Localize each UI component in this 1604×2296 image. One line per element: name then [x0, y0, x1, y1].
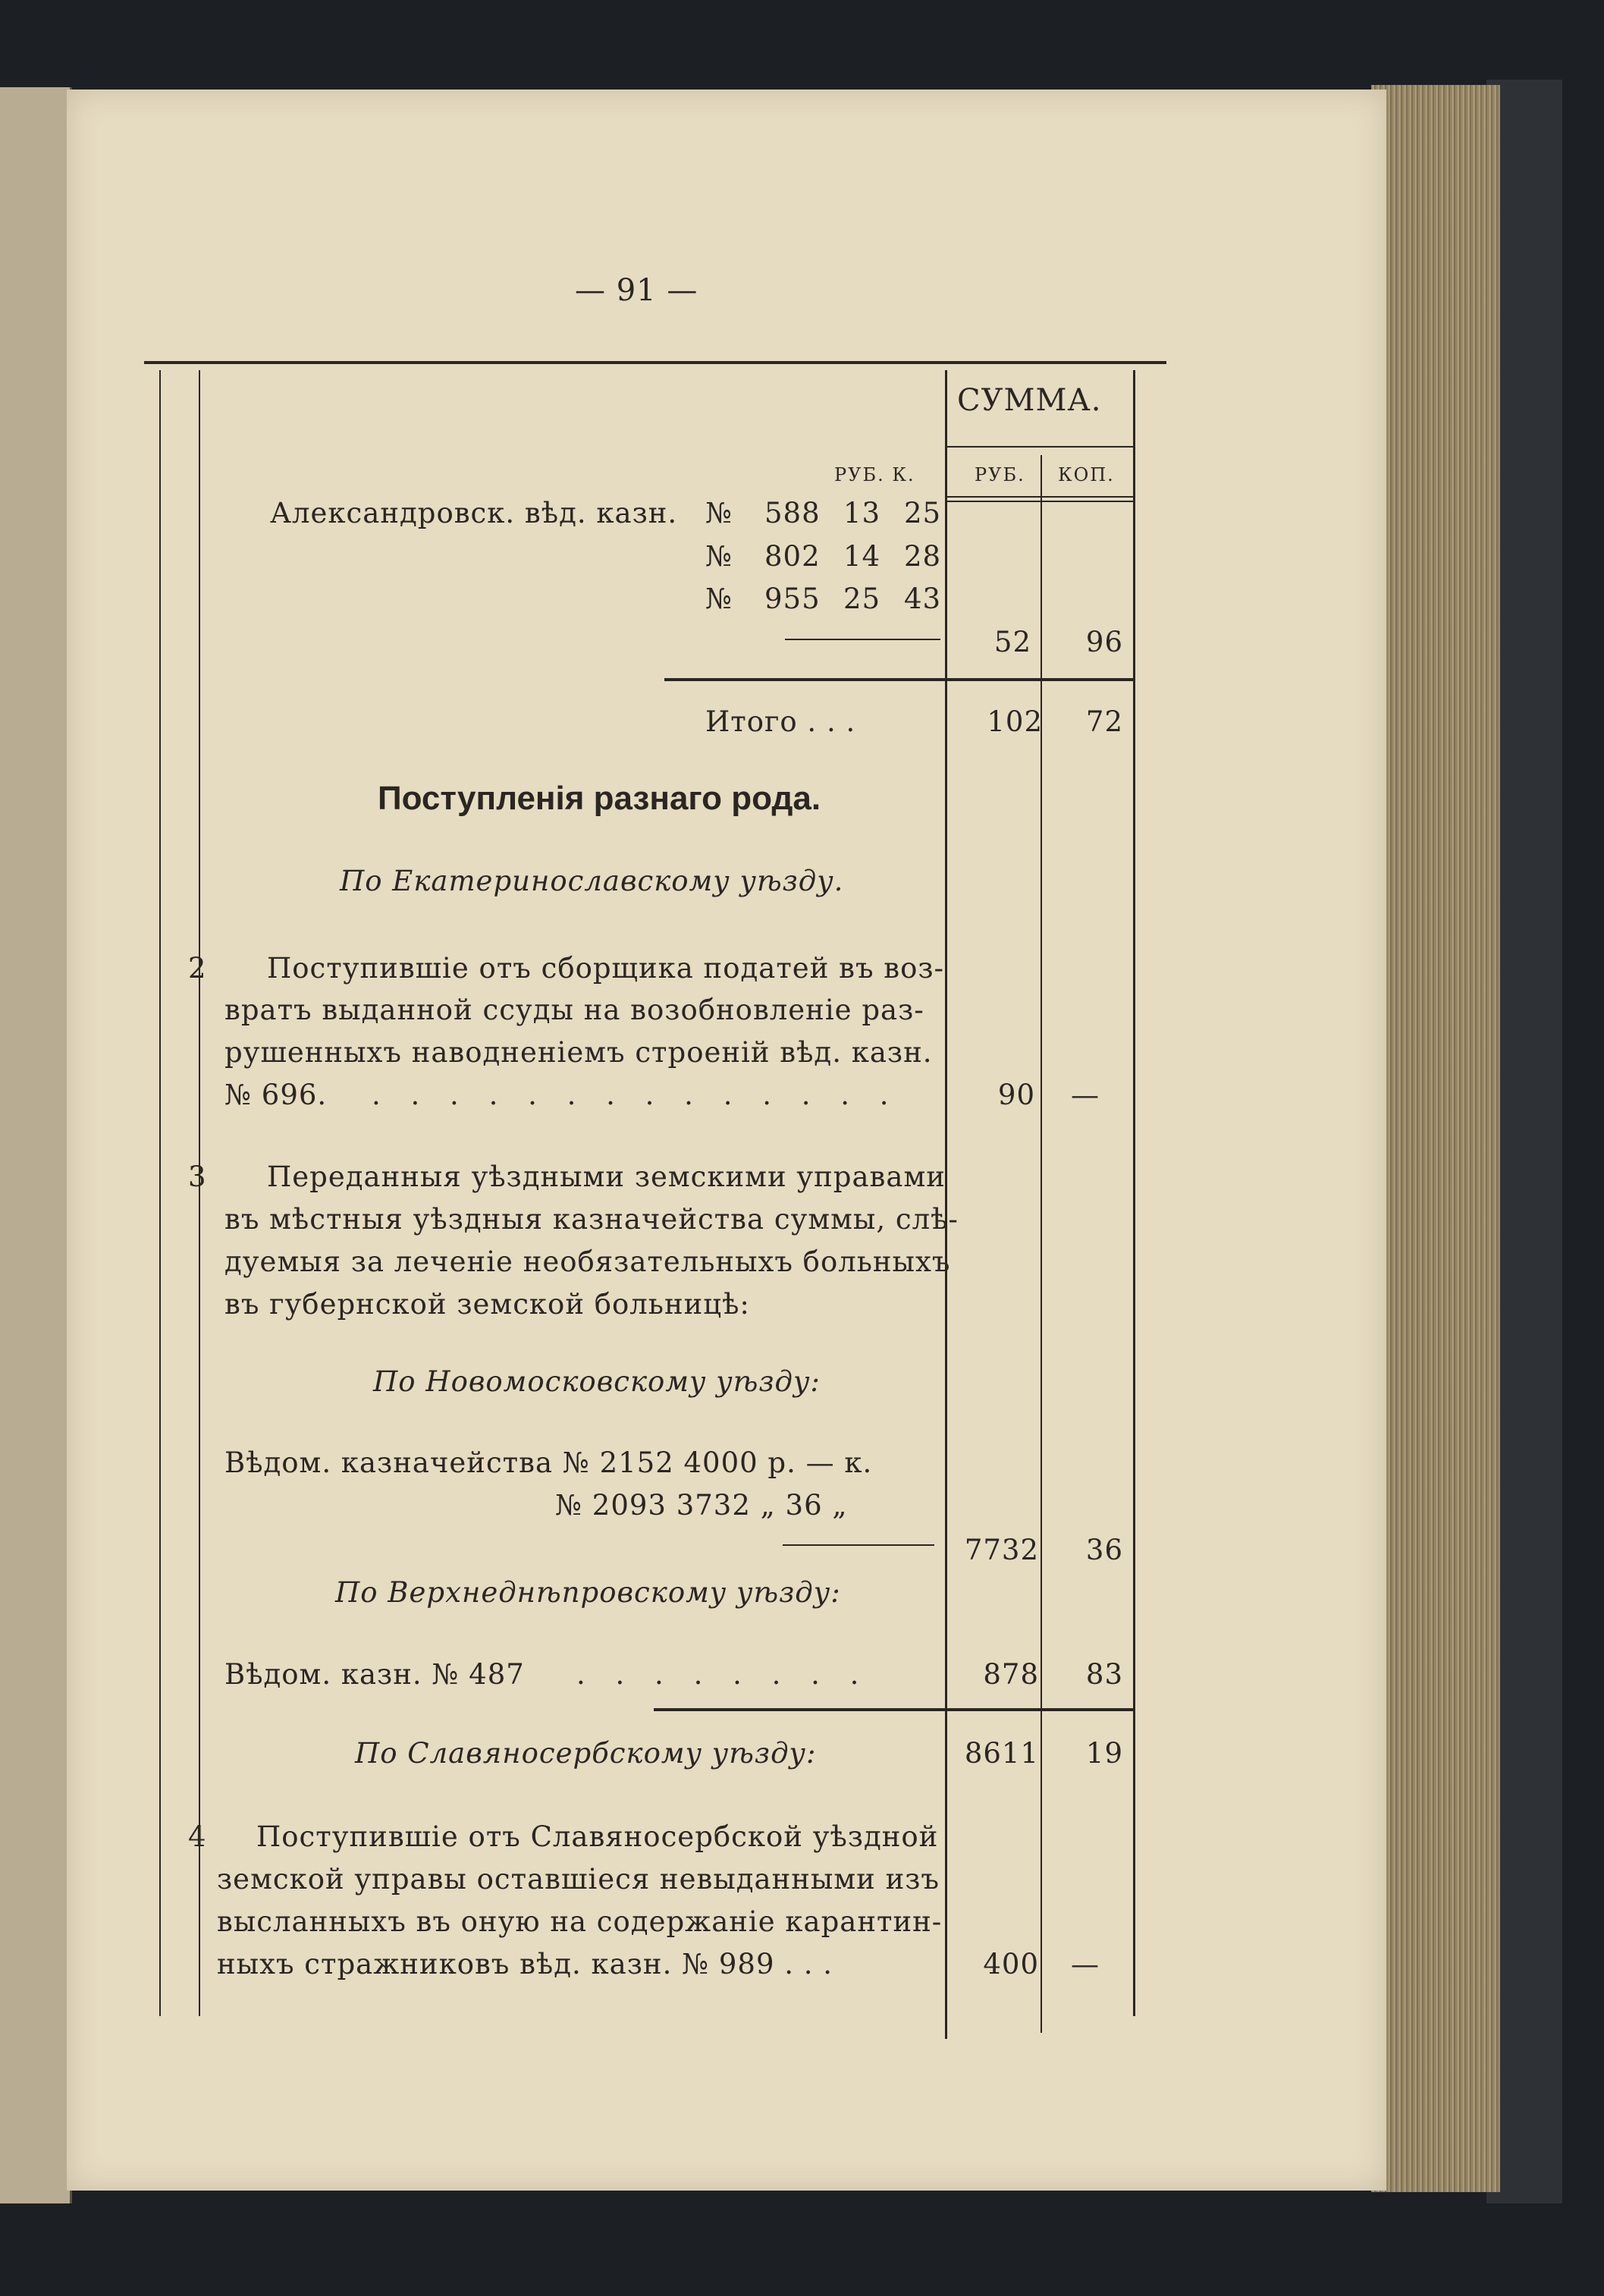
subheading-verkhnedneprovsk: По Верхнеднѣпровскому уѣзду: — [335, 1576, 841, 1609]
item3-number: 3 — [188, 1161, 207, 1193]
block1-row3-mid: 25 — [843, 583, 881, 615]
item3-line1: Переданныя уѣздными земскими управами — [267, 1161, 946, 1193]
item4-line1: Поступившіе отъ Славяносербской уѣздной — [256, 1820, 939, 1853]
novo-rub: 7732 — [964, 1534, 1039, 1566]
block1-row3-rub: 955 — [764, 583, 821, 615]
left-rule-outer — [159, 370, 161, 2016]
novo-line2: № 2093 3732 „ 36 „ — [555, 1489, 848, 1522]
block1-row2-rub: 802 — [764, 540, 821, 573]
block1-row2-no: № — [705, 540, 733, 573]
subheading-ekaterinoslav: По Екатеринославскому уѣзду. — [340, 865, 844, 897]
item2-line1: Поступившіе отъ сборщика податей въ воз- — [267, 952, 945, 985]
item2-kop: — — [1071, 1079, 1100, 1111]
verkh-kop: 83 — [1085, 1658, 1123, 1691]
total-rule — [664, 678, 1135, 681]
rub-header: РУБ. — [975, 464, 1025, 485]
block1-row1-mid: 13 — [843, 497, 881, 529]
left-rule-inner — [199, 370, 200, 2016]
novo-kop: 36 — [1085, 1534, 1123, 1566]
right-rule — [1133, 370, 1135, 2016]
kop-column-rule — [1041, 455, 1042, 2033]
block1-row3-no: № — [705, 583, 733, 615]
slav-total-rub: 8611 — [964, 1737, 1039, 1770]
header-rule-2 — [946, 496, 1135, 498]
total-label: Итого . . . — [705, 705, 856, 738]
verkh-line: Вѣдом. казн. № 487 — [224, 1658, 525, 1691]
item4-line4: ныхъ стражниковъ вѣд. казн. № 989 . . . — [217, 1948, 833, 1980]
novo-sum-rule — [783, 1544, 934, 1546]
left-page-edge — [0, 87, 72, 2203]
top-rule — [144, 361, 1166, 364]
header-rule-3 — [946, 501, 1135, 502]
slav-total-rule — [654, 1708, 1135, 1711]
block1-row3-k: 43 — [904, 583, 942, 615]
total-kop: 72 — [1085, 705, 1123, 738]
header-rule — [946, 446, 1135, 448]
sub-header: РУБ. К. — [834, 464, 915, 485]
item3-line4: въ губернской земской больницѣ: — [224, 1288, 750, 1321]
block1-row2-mid: 14 — [843, 540, 881, 573]
block1-sum-kop: 96 — [1085, 626, 1123, 658]
kop-header: КОП. — [1058, 464, 1115, 485]
page-edges — [1371, 85, 1500, 2192]
page-number: — 91 — — [575, 273, 698, 308]
item2-number: 2 — [188, 952, 207, 985]
verkh-rub: 878 — [983, 1658, 1039, 1691]
section-title: Поступленія разнаго рода. — [378, 780, 821, 817]
block1-sum-rule — [785, 639, 940, 640]
item4-kop: — — [1071, 1948, 1100, 1980]
block1-row1-rub: 588 — [764, 497, 821, 529]
item2-line2: вратъ выданной ссуды на возобновленіе раз- — [224, 994, 924, 1026]
novo-line1: Вѣдом. казначейства № 2152 4000 р. — к. — [224, 1446, 873, 1479]
block1-row1-k: 25 — [904, 497, 942, 529]
subheading-slavyanoserbsk: По Славяносербскому уѣзду: — [355, 1737, 817, 1770]
item4-line3: высланныхъ въ оную на содержаніе карантин- — [217, 1905, 943, 1938]
item2-dots: . . . . . . . . . . . . . . — [372, 1079, 899, 1111]
sum-header: СУММА. — [957, 383, 1102, 418]
item2-rub: 90 — [997, 1079, 1035, 1111]
verkh-dots: . . . . . . . . — [576, 1658, 870, 1691]
item4-number: 4 — [188, 1820, 207, 1853]
total-rub: 102 — [987, 705, 1043, 738]
item2-line4: № 696. — [224, 1079, 328, 1111]
item3-line3: дуемыя за леченіе необязательныхъ больныхъ — [224, 1245, 951, 1278]
block1-row1-no: № — [705, 497, 733, 529]
item4-rub: 400 — [983, 1948, 1039, 1980]
item4-line2: земской управы оставшіеся невыданными изъ — [217, 1863, 940, 1896]
subheading-novomoskovsk: По Новомосковскому уѣзду: — [373, 1365, 821, 1398]
block1-row2-k: 28 — [904, 540, 942, 573]
item3-line2: въ мѣстныя уѣздныя казначейства суммы, слѣ- — [224, 1203, 959, 1236]
block1-label: Александровск. вѣд. казн. — [270, 497, 678, 529]
slav-total-kop: 19 — [1085, 1737, 1123, 1770]
block1-sum-rub: 52 — [993, 626, 1031, 658]
item2-line3: рушенныхъ наводненіемъ строеній вѣд. казн. — [224, 1036, 933, 1069]
